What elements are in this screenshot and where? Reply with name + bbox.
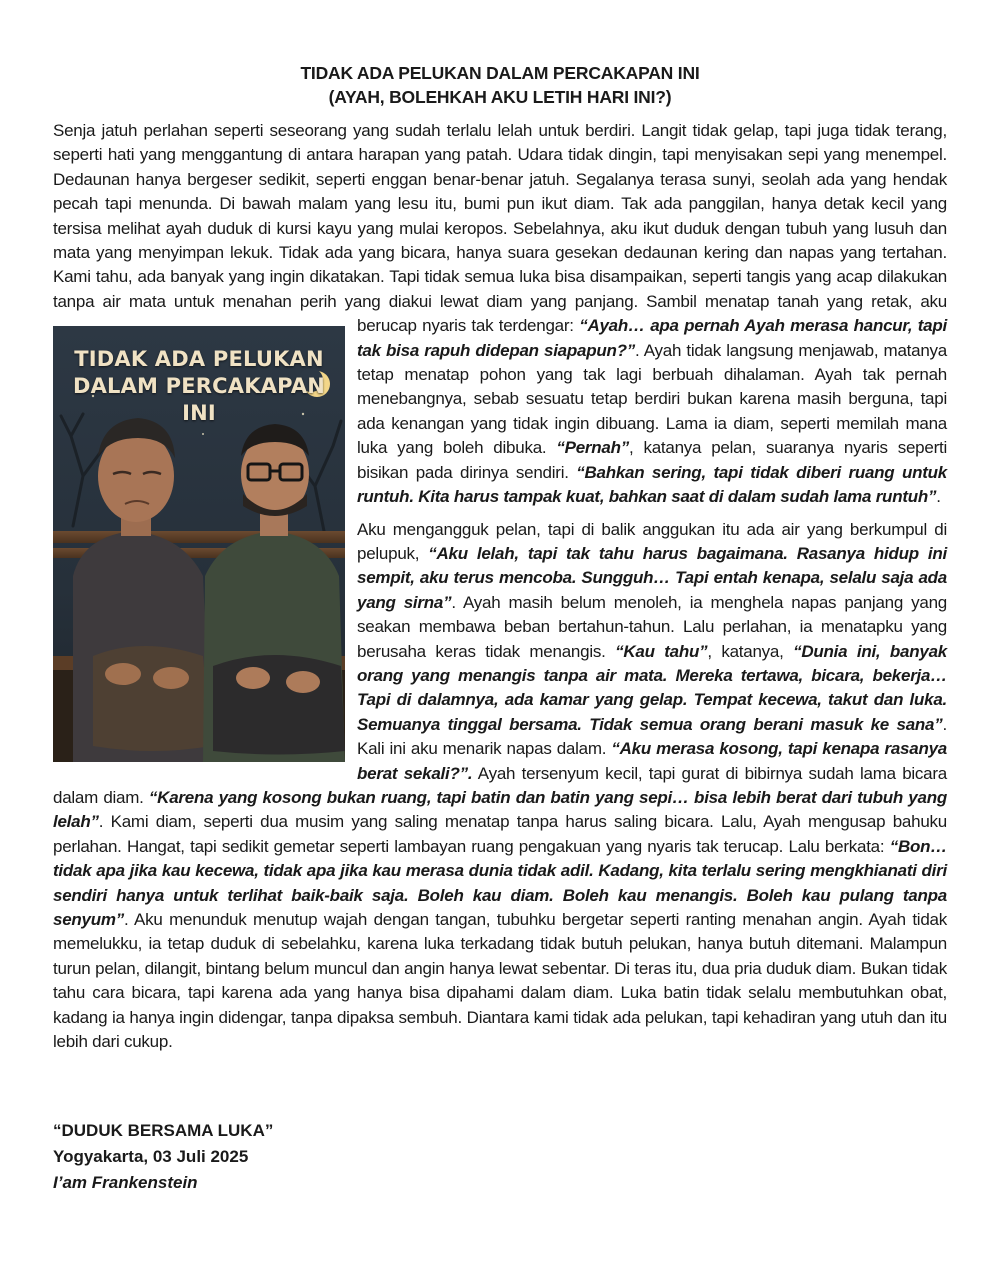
dialogue-son-lelah: “Aku lelah, tapi tak tahu harus bagaimana. Rasanya hidup ini sempit, aku terus mencoba. Sungguh… Tapi entah kenapa, selalu saja ada yang sirna”: [357, 543, 947, 612]
title-line-1: TIDAK ADA PELUKAN DALAM PERCAKAPAN INI: [300, 63, 700, 83]
document-title: [0, 61, 1000, 109]
paragraph-2-text-c: , katanya,: [707, 641, 794, 661]
paragraph-2-text-b: . Ayah masih belum menoleh, ia menghela napas panjang yang seakan membawa beban bertahun-tahun. Lalu perlahan, ia menatapku yang berusaha keras tidak menangis.: [357, 592, 947, 661]
paragraph-1-text-d: .: [936, 487, 941, 507]
dialogue-father-kau-tahu: “Kau tahu”: [615, 641, 708, 661]
paragraph-1-text-b: . Ayah tidak langsung menjawab, matanya tetap menatap pohon yang tak lagi berbuah dihalaman. Ayah tak pernah menebangnya, sebab sesuatu tetap berdiri bukan karena masih berguna, tapi ada kenangan yang tidak ingin dibuang. Lama ia diam, seperti memilah mana luka yang boleh dibuka.: [357, 340, 947, 458]
dialogue-son-question: “Ayah… apa pernah Ayah merasa hancur, tapi tak bisa rapuh didepan siapapun?”: [357, 316, 947, 360]
dialogue-father-runtuh: “Bahkan sering, tapi tidak diberi ruang untuk runtuh. Kita harus tampak kuat, bahkan saat di dalam sudah lama runtuh”: [357, 462, 947, 507]
paragraph-1-text-c: , katanya pelan, suaranya nyaris seperti bisikan pada dirinya sendiri.: [357, 438, 947, 482]
place-date: Yogyakarta, 03 Juli 2025: [53, 1147, 249, 1166]
signature-block: [53, 1118, 653, 1196]
dialogue-father-pernah: “Pernah”: [556, 438, 629, 458]
paragraph-2-text-f: . Kami diam, seperti dua musim yang saling menatap tanpa harus saling bicara. Lalu, Ayah mengusap bahuku perlahan. Hangat, tapi sedikit gemetar seperti lambayan ruang pengakuan yang nyaris tak terucap. Lalu berkata:: [53, 812, 947, 856]
author-name: I’am Frankenstein: [53, 1173, 198, 1192]
paragraph-1-text-a: Senja jatuh perlahan seperti seseorang yang sudah terlalu lelah untuk berdiri. Langit tidak gelap, tapi juga tidak terang, seperti hati yang menggantung di antara harapan yang patah. Udara tidak dingin, tapi menyisakan sepi yang menempel. Dedaunan hanya bergeser sedikit, seperti enggan benar-benar jatuh. Segalanya terasa sunyi, seolah ada yang hendak pecah tapi menunda. Di bawah malam yang lesu itu, bumi pun ikut diam. Tak ada panggilan, hanya detak kecil yang tersisa melihat ayah duduk di kursi kayu yang mulai keropos. Sebelahnya, aku ikut duduk dengan tubuh yang lusuh dan mata yang menyimpan lekuk. Tidak ada yang bicara, hanya suara gesekan dedaunan kering dan napas yang tertahan. Kami tahu, ada banyak yang ingin dikatakan. Tapi tidak semua luka bisa disampaikan, seperti tangis yang acap dilakukan tanpa air mata untuk menahan perih yang diakui lewat diam yang panjang. Sambil menatap tanah yang retak, aku berucap nyaris tak terdengar:: [53, 121, 947, 336]
paragraph-2-text-a: Aku mengangguk pelan, tapi di balik anggukan itu ada air yang berkumpul di pelupuk,: [357, 519, 947, 563]
paragraph-1: [53, 119, 947, 510]
closing-title: “DUDUK BERSAMA LUKA”: [53, 1121, 274, 1140]
dialogue-son-kosong: “Aku merasa kosong, tapi kenapa rasanya berat sekali?”.: [357, 739, 947, 783]
paragraph-2-text-d: . Kali ini aku menarik napas dalam.: [357, 714, 947, 759]
title-line-2: (AYAH, BOLEHKAH AKU LETIH HARI INI?): [328, 87, 672, 107]
dialogue-father-dunia: “Dunia ini, banyak orang yang menangis tanpa air mata. Mereka tertawa, bicara, bekerja… Tapi di dalamnya, ada kamar yang gelap. Tempat kecewa, takut dan luka. Semuanya tinggal bersama. Tidak semua orang berani masuk ke sana”: [357, 641, 948, 734]
illustration-title-line-1: TIDAK ADA PELUKAN: [74, 347, 324, 372]
paragraph-2-text-e: Ayah tersenyum kecil, tapi gurat di bibirnya sudah lama bicara dalam diam.: [53, 763, 948, 807]
dialogue-father-bon: “Bon… tidak apa jika kau kecewa, tidak apa jika kau merasa dunia tidak adil. Kadang, kita terlalu sering mengkhianati diri sendiri hanya untuk terlihat baik-baik saja. Boleh kau diam. Boleh kau menangis. Boleh kau pulang tanpa senyum”: [53, 836, 947, 929]
illustration-title: [53, 346, 345, 427]
cover-illustration: [53, 326, 345, 762]
paragraph-2-text-g: . Aku menunduk menutup wajah dengan tangan, tubuhku bergetar seperti ranting menahan angin. Ayah tidak memelukku, ia tetap duduk di sebelahku, karena luka terkadang tidak butuh pelukan, hanya butuh ditemani. Malampun turun pelan, dilangit, bintang belum muncul dan angin hanya lewat sebentar. Di teras itu, dua pria duduk diam. Bukan tidak tahu cara bicara, tapi karena ada yang hanya bisa dipahami dalam diam. Luka batin tidak selalu membutuhkan obat, kadang ia hanya ingin didengar, tanpa dipaksa sembuh. Diantara kami tidak ada pelukan, tapi kehadiran yang utuh dan itu lebih dari cukup.: [53, 910, 947, 1052]
story-body: [53, 119, 947, 1054]
illustration-title-line-2: DALAM PERCAKAPAN INI: [72, 374, 326, 426]
dialogue-father-batin: “Karena yang kosong bukan ruang, tapi batin dan batin yang sepi… bisa lebih berat dari tubuh yang lelah”: [53, 787, 947, 832]
